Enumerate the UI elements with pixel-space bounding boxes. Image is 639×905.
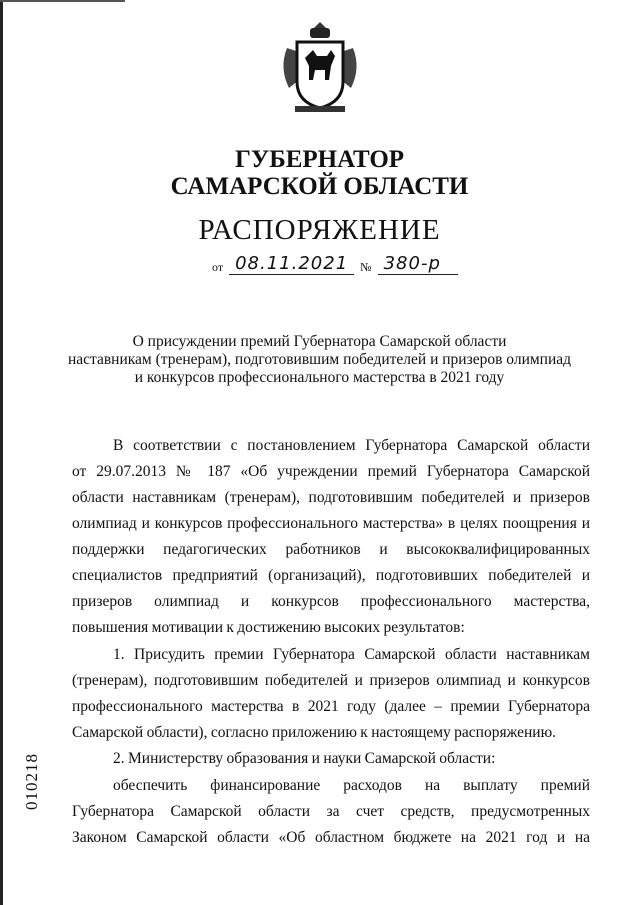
body-line bbox=[113, 436, 590, 456]
body-line bbox=[72, 540, 590, 560]
body-line-text: 2. Министерству образования и науки Самарской области: bbox=[113, 750, 496, 767]
date-prefix: от bbox=[212, 260, 224, 274]
body-line-text: повышения мотивации к достижению высоких результатов: bbox=[72, 619, 465, 636]
side-registration-number: 010218 bbox=[22, 753, 41, 810]
document-number: 380-р bbox=[378, 253, 458, 275]
body-line bbox=[72, 723, 590, 743]
body-line bbox=[72, 514, 590, 534]
body-line-text: от 29.07.2013 № 187 «Об учреждении премий Губернатора Самарской bbox=[72, 463, 590, 480]
scan-mark bbox=[0, 0, 125, 2]
body-line bbox=[72, 618, 590, 638]
body-line-text: олимпиад и конкурсов профессионального мастерства» в целях поощрения и bbox=[72, 515, 590, 532]
body-line bbox=[72, 462, 590, 482]
body-line-text: специалистов предприятий (организаций), подготовивших победителей и bbox=[72, 567, 590, 584]
body-line bbox=[72, 671, 590, 691]
body-line bbox=[72, 828, 590, 848]
subject-line: наставникам (тренерам), подготовившим победителей и призеров олимпиад bbox=[67, 351, 572, 368]
body-line bbox=[72, 566, 590, 586]
body-line-text: Законом Самарской области «Об областном бюджете на 2021 год и на bbox=[72, 829, 590, 846]
body-line bbox=[113, 749, 590, 769]
body-line-text: 1. Присудить премии Губернатора Самарской области наставникам bbox=[113, 646, 590, 663]
issuer-title-line1: ГУБЕРНАТОР bbox=[234, 146, 405, 173]
body-line-text: (тренерам), подготовившим победителей и призеров олимпиад и конкурсов bbox=[72, 672, 590, 689]
body-line-text: призеров олимпиад и конкурсов профессионального мастерства, bbox=[72, 593, 590, 610]
body-line bbox=[113, 645, 590, 665]
date-number-line bbox=[212, 253, 458, 275]
body-line bbox=[113, 776, 590, 796]
document-date: 08.11.2021 bbox=[229, 253, 354, 275]
body-line-text: поддержки педагогических работников и высококвалифицированных bbox=[72, 541, 590, 558]
body-line-text: профессионального мастерства в 2021 году (далее – премии Губернатора bbox=[72, 698, 590, 715]
subject-line: и конкурсов профессионального мастерства в 2021 году bbox=[134, 369, 505, 386]
number-prefix: № bbox=[360, 260, 372, 274]
body-line-text: Самарской области), согласно приложению к настоящему распоряжению. bbox=[72, 724, 557, 741]
body-line-text: области наставникам (тренерам), подготовившим победителей и призеров bbox=[72, 489, 590, 506]
body-line bbox=[72, 592, 590, 612]
body-line bbox=[72, 697, 590, 717]
page-edge bbox=[0, 0, 3, 905]
document-type: РАСПОРЯЖЕНИЕ bbox=[198, 214, 441, 246]
issuer-title-line2: САМАРСКОЙ ОБЛАСТИ bbox=[170, 173, 469, 200]
body-line-text: В соответствии с постановлением Губернатора Самарской области bbox=[113, 437, 590, 454]
body-line-text: Губернатора Самарской области за счет средств, предусмотренных bbox=[72, 803, 590, 820]
body-line-text: обеспечить финансирование расходов на выплату премий bbox=[113, 777, 590, 794]
subject-line: О присуждении премий Губернатора Самарской области bbox=[132, 333, 507, 350]
document-subject bbox=[0, 333, 639, 387]
body-line bbox=[72, 488, 590, 508]
coat-of-arms-emblem bbox=[277, 18, 363, 116]
body-line bbox=[72, 802, 590, 822]
